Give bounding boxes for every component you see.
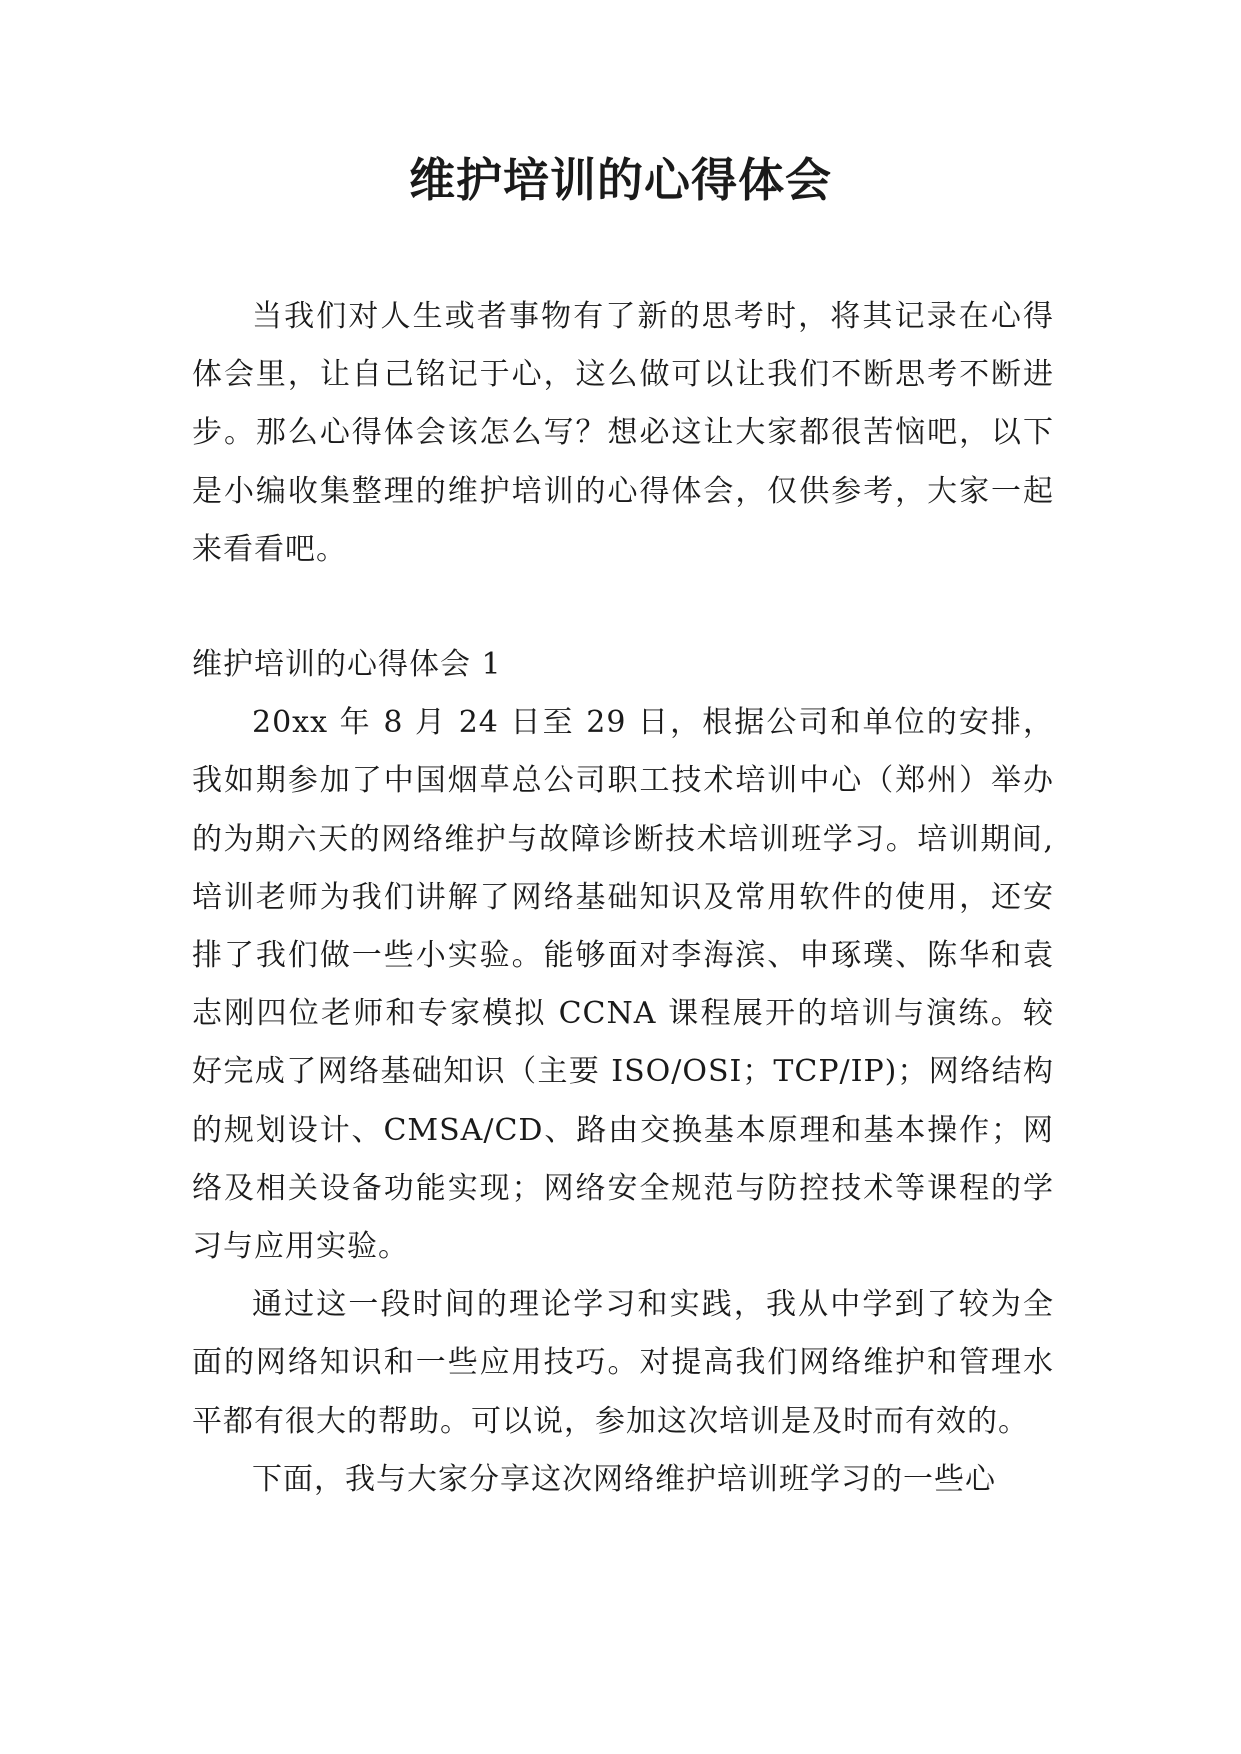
section-heading: 维护培训的心得体会 1 — [192, 647, 502, 682]
document-title: 维护培训的心得体会 — [409, 153, 832, 207]
section-paragraph-3: 下面，我与大家分享这次网络维护培训班学习的一些心 — [252, 1461, 996, 1497]
intro-block — [192, 288, 1054, 579]
section-paragraph-1: 20xx 年 8 月 24 日至 29 日，根据公司和单位的安排，我如期参加了中国烟草总公司职工技术培训中心（郑州）举办的为期六天的网络维护与故障诊断技术培训班学习。培训期间,培训老师为我们讲解了网络基础知识及常用软件的使用，还安排了我们做一些小实验。能够面对李海滨、申琢璞、陈华和袁志刚四位老师和专家模拟 CCNA 课程展开的培训与演练。较好完成了网络基础知识（主要 ISO/OSI；TCP/IP)；网络结构的规划设计、CMSA/CD、路由交换基本原理和基本操作；网络及相关设备功能实现；网络安全规范与防控技术等课程的学习与应用实验。 — [192, 705, 1054, 1265]
section-1 — [192, 636, 1054, 1509]
intro-paragraph: 当我们对人生或者事物有了新的思考时，将其记录在心得体会里，让自己铭记于心，这么做可以让我们不断思考不断进步。那么心得体会该怎么写？想必这让大家都很苦恼吧，以下是小编收集整理的维护培训的心得体会，仅供参考，大家一起来看看吧。 — [192, 299, 1054, 567]
section-paragraph-2: 通过这一段时间的理论学习和实践，我从中学到了较为全面的网络知识和一些应用技巧。对提高我们网络维护和管理水平都有很大的帮助。可以说，参加这次培训是及时而有效的。 — [192, 1287, 1054, 1439]
